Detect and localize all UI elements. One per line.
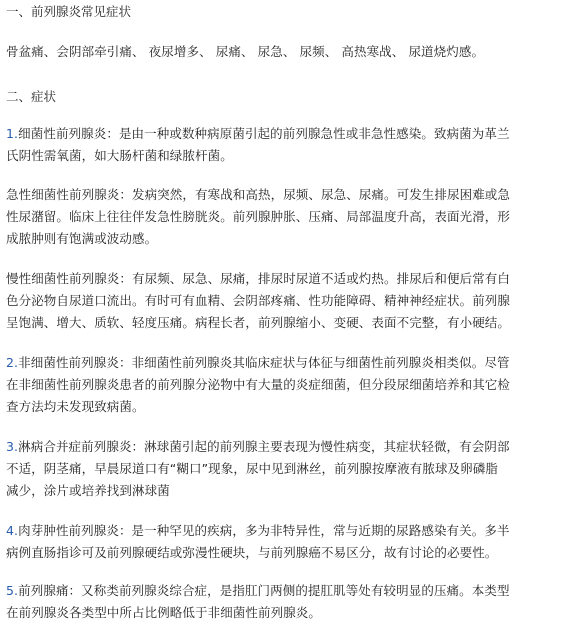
paragraph-text: 非细菌性前列腺炎：非细菌性前列腺炎其临床症状与体征与细菌性前列腺炎相类似。尽管: [18, 355, 510, 370]
paragraph-text: 细菌性前列腺炎：是由一种或数种病原菌引起的前列腺急性或非急性感染。致病菌为革兰: [18, 126, 510, 141]
paragraph-line: 慢性细菌性前列腺炎：有尿频、尿急、尿痛，排尿时尿道不适或灼热。排尿后和便后常有白: [6, 271, 511, 286]
item-number: 4.: [6, 523, 19, 538]
item-number: 1.: [6, 126, 19, 141]
paragraph-line: [6, 580, 510, 602]
paragraph-line: 病例直肠指诊可及前列腺硬结或弥漫性硬块，与前列腺癌不易区分，故有讨论的必要性。: [6, 545, 498, 560]
paragraph-line: 急性细菌性前列腺炎：发病突然，有寒战和高热，尿频、尿急、尿痛。可发生排尿困难或急: [6, 187, 511, 202]
paragraph-line: 不适，阴茎痛，早晨尿道口有“糊口”现象，尿中见到淋丝，前列腺按摩液有脓球及卵磷脂: [6, 461, 498, 476]
paragraph-line: 色分泌物自尿道口流出。有时可有血精、会阴部疼痛、性功能障碍、精神神经症状。前列腺: [6, 293, 511, 308]
common-symptoms-list: 骨盆痛、会阴部牵引痛、 夜尿增多、 尿痛、 尿急、 尿频、 高热寒战、 尿道烧灼感。: [6, 44, 485, 59]
paragraph-text: 前列腺痛：又称类前列腺炎综合症，是指肛门两侧的提肛肌等处有较明显的压痛。本类型: [18, 583, 510, 598]
item-number: 3.: [6, 439, 19, 454]
paragraph-line: 减少，涂片或培养找到淋球菌: [6, 483, 170, 498]
paragraph-line: [6, 123, 510, 145]
paragraph-chronic-bacterial-prostatitis: [6, 268, 510, 334]
paragraph-bacterial-prostatitis: [6, 123, 510, 167]
paragraph-line: 在非细菌性前列腺炎患者的前列腺分泌物中有大量的炎症细菌，但分段尿细菌培养和其它检: [6, 377, 511, 392]
paragraph-line: 性尿潴留。临床上往往伴发急性膀胱炎。前列腺肿胀、压痛、局部温度升高，表面光滑，形: [6, 209, 511, 224]
section-heading-symptoms: 二、症状: [6, 89, 57, 104]
paragraph-line: 成脓肿则有饱满或波动感。: [6, 231, 158, 246]
paragraph-text: 肉芽肿性前列腺炎：是一种罕见的疾病，多为非特异性，常与近期的尿路感染有关。多半: [18, 523, 510, 538]
section-heading-common-symptoms: 一、前列腺炎常见症状: [6, 4, 132, 19]
item-number: 2.: [6, 355, 19, 370]
paragraph-line: 氏阴性需氧菌，如大肠杆菌和绿脓杆菌。: [6, 148, 233, 163]
paragraph-line: [6, 352, 510, 374]
item-number: 5.: [6, 583, 19, 598]
paragraph-line: 在前列腺炎各类型中所占比例略低于非细菌性前列腺炎。: [6, 605, 322, 620]
paragraph-acute-bacterial-prostatitis: [6, 184, 510, 250]
paragraph-line: [6, 436, 510, 458]
paragraph-line: [6, 520, 510, 542]
paragraph-line: 呈饱满、增大、质软、轻度压痛。病程长者，前列腺缩小、变硬、表面不完整，有小硬结。: [6, 315, 511, 330]
paragraph-text: 淋病合并症前列腺炎：淋球菌引起的前列腺主要表现为慢性病变，其症状轻微，有会阴部: [18, 439, 510, 454]
paragraph-line: 查方法均未发现致病菌。: [6, 399, 145, 414]
paragraph-gonorrheal-prostatitis: [6, 436, 510, 502]
paragraph-granulomatous-prostatitis: [6, 520, 510, 564]
paragraph-nonbacterial-prostatitis: [6, 352, 510, 418]
paragraph-prostatodynia: [6, 580, 510, 624]
